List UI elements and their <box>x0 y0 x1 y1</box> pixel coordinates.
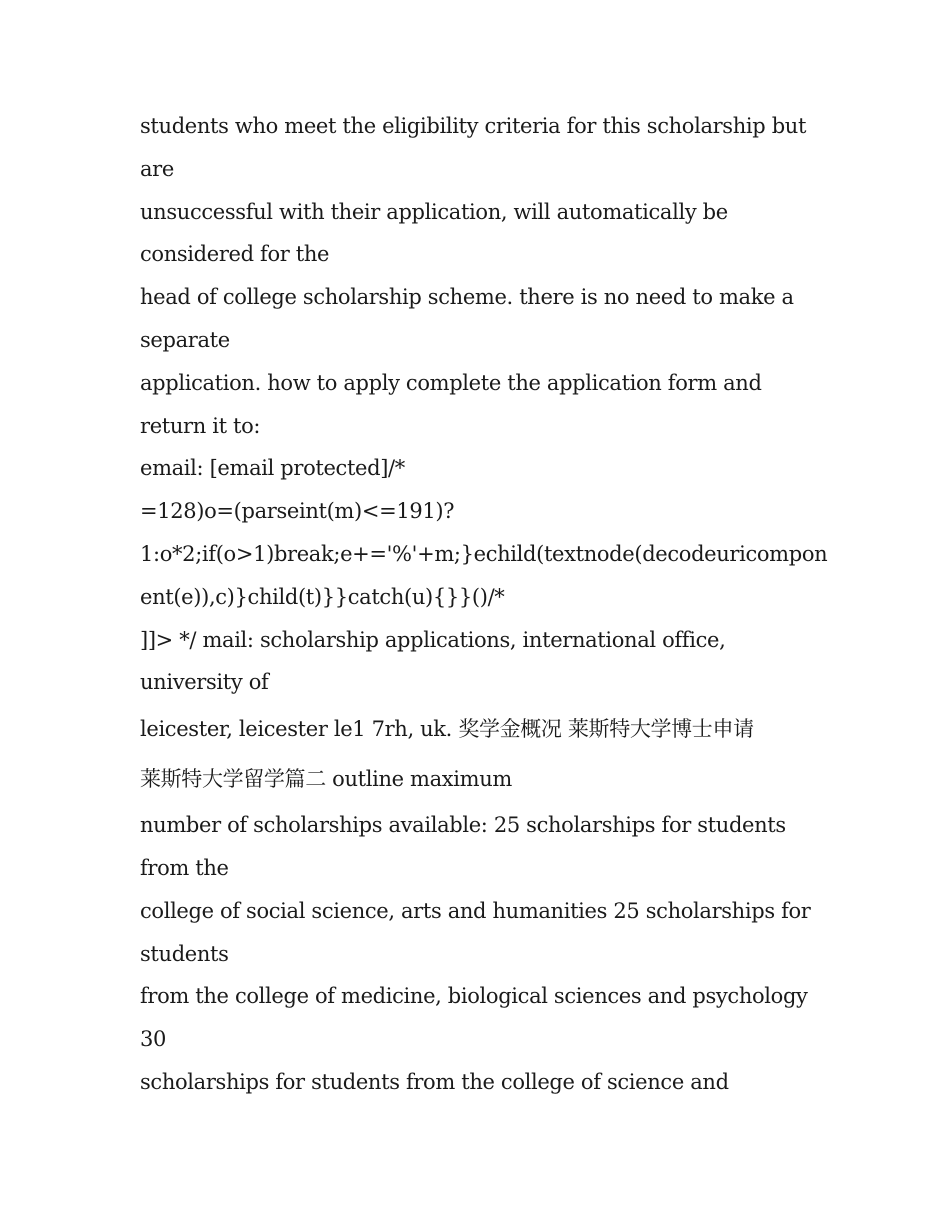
code-fragment-line: 1:o*2;if(o>1)break;e+='%'+m;}echild(textnode(decodeuricompon <box>140 541 828 566</box>
text-line: students <box>140 941 229 966</box>
text-line: from the college of medicine, biological sciences and psychology <box>140 984 808 1009</box>
code-fragment-line: =128)o=(parseint(m)<=191)? <box>140 499 455 524</box>
email-line: email: [email protected]/* <box>140 456 405 481</box>
text-line-cjk: leicester, leicester le1 7rh, uk. 奖学金概况 莱斯特大学博士申请 <box>140 717 754 742</box>
text-line: considered for the <box>140 242 330 267</box>
text-line-cjk: 莱斯特大学留学篇二 outline maximum <box>140 767 512 792</box>
text-line: return it to: <box>140 413 261 438</box>
text-line: from the <box>140 855 229 880</box>
text-line: unsuccessful with their application, will automatically be <box>140 199 728 224</box>
code-fragment-line: ent(e)),c)}child(t)}}catch(u){}}()/* <box>140 584 505 609</box>
text-line: students who meet the eligibility criteria for this scholarship but <box>140 114 807 138</box>
text-line: college of social science, arts and humanities 25 scholarships for <box>140 898 811 923</box>
text-line: application. how to apply complete the application form and <box>140 370 762 395</box>
document-body <box>140 105 828 1104</box>
text-line: number of scholarships available: 25 scholarships for students <box>140 813 786 838</box>
text-line: are <box>140 156 174 181</box>
mail-address-line: ]]> */ mail: scholarship applications, international office, <box>140 627 726 652</box>
text-line: university of <box>140 670 269 695</box>
text-line: head of college scholarship scheme. there is no need to make a <box>140 285 794 310</box>
text-line: separate <box>140 327 230 352</box>
text-line: scholarships for students from the college of science and <box>140 1069 729 1094</box>
text-line: 30 <box>140 1027 167 1052</box>
